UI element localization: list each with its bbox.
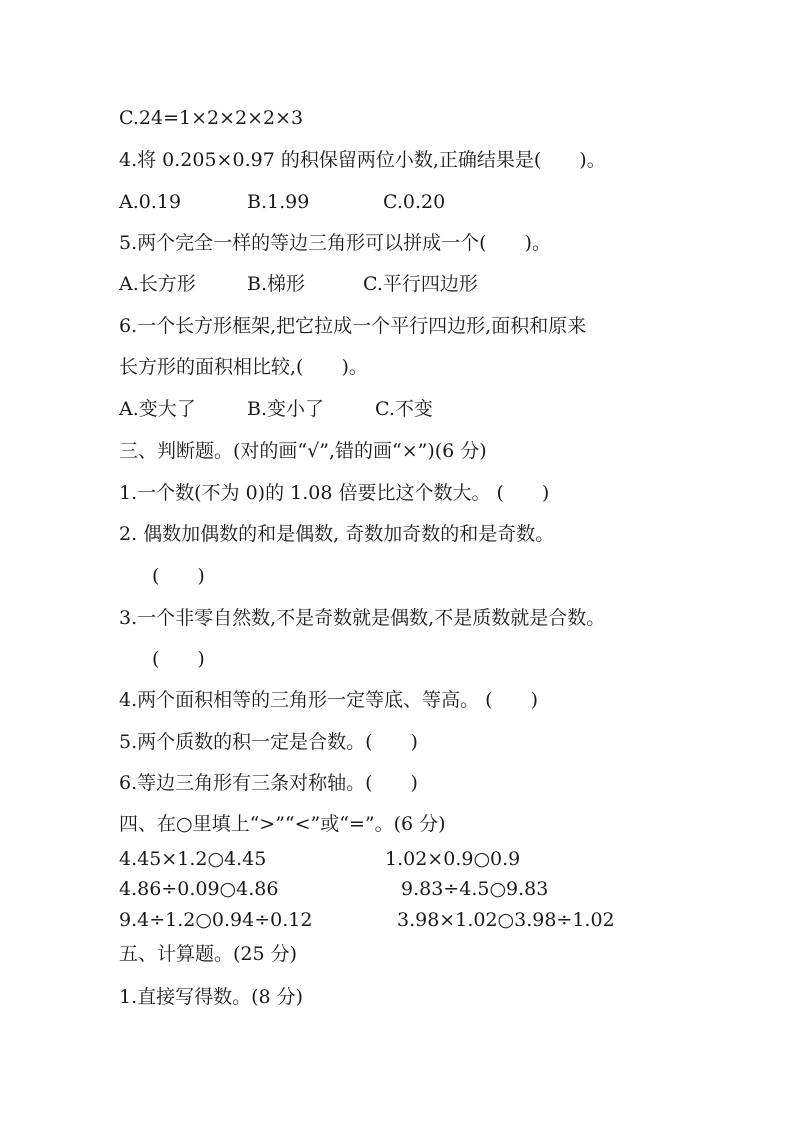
q5-option-c: C.平行四边形 xyxy=(363,273,478,295)
q6-stem-line2: 长方形的面积相比较,( )。 xyxy=(119,356,368,378)
q5-option-a: A.长方形 xyxy=(119,273,196,295)
compare-1-right: 1.02×0.9○0.9 xyxy=(385,848,521,870)
q6-option-a: A.变大了 xyxy=(119,398,196,420)
q6-option-c: C.不变 xyxy=(375,398,433,420)
q5-option-b: B.梯形 xyxy=(247,273,306,295)
judge-item-2: 2. 偶数加偶数的和是偶数, 奇数加奇数的和是奇数。 xyxy=(119,523,555,545)
q6-stem-line1: 6.一个长方形框架,把它拉成一个平行四边形,面积和原来 xyxy=(119,315,587,337)
section5-heading: 五、计算题。(25 分) xyxy=(119,943,298,965)
q4-option-c: C.0.20 xyxy=(383,191,446,213)
judge-item-1: 1.一个数(不为 0)的 1.08 倍要比这个数大。 ( ) xyxy=(119,482,550,504)
judge-item-3: 3.一个非零自然数,不是奇数就是偶数,不是质数就是合数。 xyxy=(119,607,606,629)
compare-3-left: 9.4÷1.2○0.94÷0.12 xyxy=(119,909,313,931)
section3-heading: 三、判断题。(对的画“√”,错的画“×”)(6 分) xyxy=(119,440,487,462)
judge-item-3-blank: ( ) xyxy=(152,648,205,670)
compare-2-right: 9.83÷4.5○9.83 xyxy=(401,878,549,900)
judge-item-2-blank: ( ) xyxy=(152,565,205,587)
compare-2-left: 4.86÷0.09○4.86 xyxy=(119,878,279,900)
q4-option-b: B.1.99 xyxy=(247,191,310,213)
section5-sub1: 1.直接写得数。(8 分) xyxy=(119,986,304,1008)
q5-stem: 5.两个完全一样的等边三角形可以拼成一个( )。 xyxy=(119,232,551,254)
compare-3-right: 3.98×1.02○3.98÷1.02 xyxy=(397,909,615,931)
q4-option-a: A.0.19 xyxy=(119,191,182,213)
q3-option-c: C.24=1×2×2×2×3 xyxy=(119,107,304,129)
judge-item-4: 4.两个面积相等的三角形一定等底、等高。 ( ) xyxy=(119,689,538,711)
q4-stem: 4.将 0.205×0.97 的积保留两位小数,正确结果是( )。 xyxy=(119,149,606,171)
q6-option-b: B.变小了 xyxy=(247,398,325,420)
compare-1-left: 4.45×1.2○4.45 xyxy=(119,848,267,870)
judge-item-6: 6.等边三角形有三条对称轴。( ) xyxy=(119,772,418,794)
judge-item-5: 5.两个质数的积一定是合数。( ) xyxy=(119,731,418,753)
section4-heading: 四、在○里填上“>”“<”或“=”。(6 分) xyxy=(119,813,446,835)
